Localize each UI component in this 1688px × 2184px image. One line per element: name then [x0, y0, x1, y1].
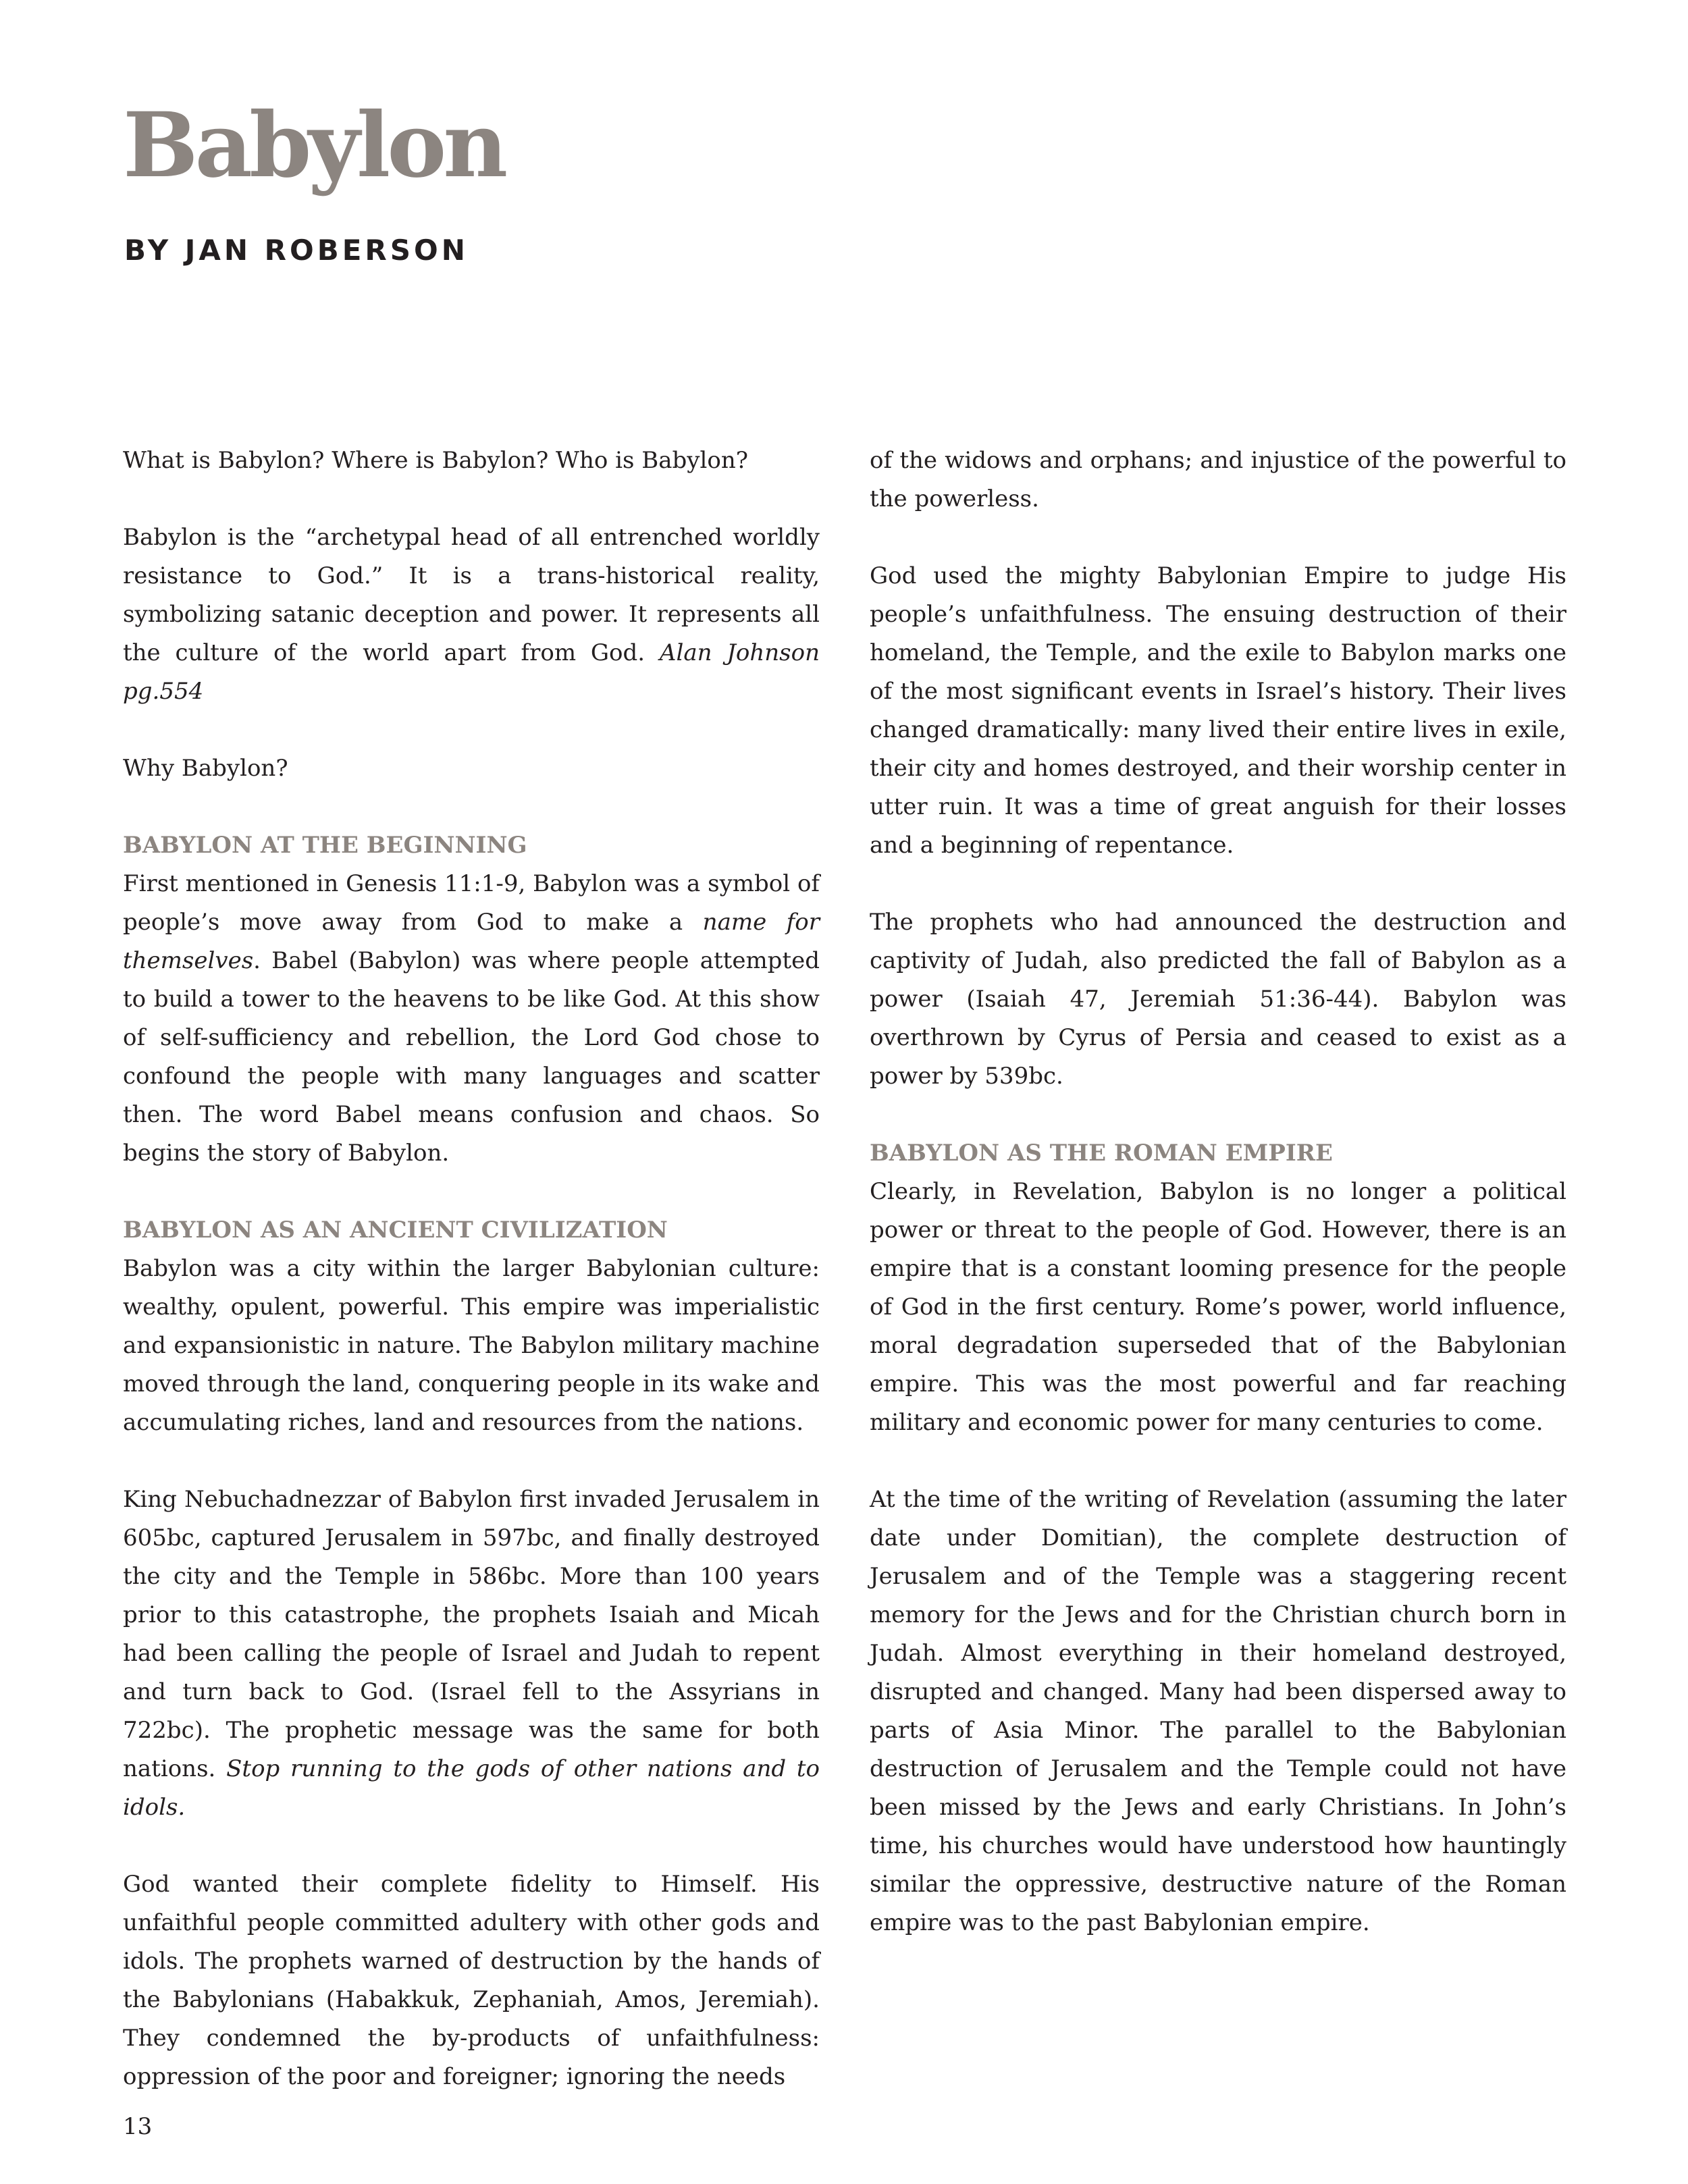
paragraph-nebuchadnezzar: [123, 1481, 820, 1827]
section-heading-ancient: BABYLON AS AN ANCIENT CIVILIZATION: [123, 1217, 668, 1244]
intro-questions: What is Babylon? Where is Babylon? Who is Babylon?: [123, 447, 748, 474]
definition-text: Babylon is the “archetypal head of all entrenched worldly resistance to God.” It is a trans-historical reality, symbolizing satanic deception and power. It represents all the culture of the world apart from God.: [123, 524, 820, 666]
paragraph-fidelity: God wanted their complete fidelity to Himself. His unfaithful people committed adultery with other gods and idols. The prophets warned of destruction by the hands of the Babylonians (Habakkuk, Zephaniah, Amos, Jeremiah). They condemned the by-products of unfaithfulness: oppression of the poor and foreigner; ignoring the needs: [123, 1871, 820, 2090]
why-babylon: Why Babylon?: [123, 755, 288, 782]
beginning-text-a: First mentioned in Genesis 11:1-9, Babylon was a symbol of people’s move away from God to make a: [123, 870, 820, 936]
paragraph-beginning: [123, 865, 820, 1173]
beginning-text-b: . Babel (Babylon) was where people attempted to build a tower to the heavens to be like God. At this show of self-sufficiency and rebellion, the Lord God chose to confound the people with many languages and scatter then. The word Babel means confusion and chaos. So begins the story of Babylon.: [123, 947, 820, 1167]
author-byline: BY JAN ROBERSON: [124, 234, 469, 267]
beginning-emphasis: name for themselves: [123, 909, 820, 974]
section-heading-beginning: BABYLON AT THE BEGINNING: [123, 832, 527, 859]
paragraph-ancient: Babylon was a city within the larger Babylonian culture: wealthy, opulent, powerful. This empire was imperialistic and expansionistic in nature. The Babylon military machine moved through the land, conquering people in its wake and accumulating riches, land and resources from the nations.: [123, 1255, 820, 1436]
section-heading-roman: BABYLON AS THE ROMAN EMPIRE: [870, 1140, 1333, 1167]
right-column: [870, 442, 1566, 1981]
paragraph-widows: of the widows and orphans; and injustice of the powerful to the powerless.: [870, 447, 1566, 512]
paragraph-judgment: God used the mighty Babylonian Empire to judge His people’s unfaithfulness. The ensuing destruction of their homeland, the Temple, and the exile to Babylon marks one of the most significant events in Israel’s history. Their lives changed dramatically: many lived their entire lives in exile, their city and homes destroyed, and their worship center in utter ruin. It was a time of great anguish for their losses and a beginning of repentance.: [870, 562, 1566, 859]
paragraph-definition: [123, 518, 820, 711]
citation: Alan Johnson pg.554: [123, 639, 820, 705]
paragraph-prophets: The prophets who had announced the destruction and captivity of Judah, also predicted the fall of Babylon as a power (Isaiah 47, Jeremiah 51:36-44). Babylon was overthrown by Cyrus of Persia and ceased to exist as a power by 539bc.: [870, 909, 1566, 1090]
left-column: [123, 442, 820, 2135]
article-title: Babylon: [123, 93, 505, 198]
nebuchadnezzar-text: King Nebuchadnezzar of Babylon first invaded Jerusalem in 605bc, captured Jerusalem in 597bc, and finally destroyed the city and the Temple in 586bc. More than 100 years prior to this catastrophe, the prophets Isaiah and Micah had been calling the people of Israel and Judah to repent and turn back to God. (Israel fell to the Assyrians in 722bc). The prophetic message was the same for both nations.: [123, 1486, 820, 1782]
prophetic-emphasis: Stop running to the gods of other nations and to idols.: [123, 1755, 820, 1821]
paragraph-roman: Clearly, in Revelation, Babylon is no longer a political power or threat to the people of God. However, there is an empire that is a constant looming presence for the people of God in the first century. Rome’s power, world influence, moral degradation superseded that of the Babylonian empire. This was the most powerful and far reaching military and economic power for many centuries to come.: [870, 1178, 1566, 1436]
paragraph-revelation: At the time of the writing of Revelation (assuming the later date under Domitian), the complete destruction of Jerusalem and of the Temple was a staggering recent memory for the Jews and for the Christian church born in Judah. Almost everything in their homeland destroyed, disrupted and changed. Many had been dispersed away to parts of Asia Minor. The parallel to the Babylonian destruction of Jerusalem and the Temple could not have been missed by the Jews and early Christians. In John’s time, his churches would have understood how hauntingly similar the oppressive, destructive nature of the Roman empire was to the past Babylonian empire.: [870, 1486, 1566, 1936]
page-number: 13: [123, 2113, 153, 2140]
